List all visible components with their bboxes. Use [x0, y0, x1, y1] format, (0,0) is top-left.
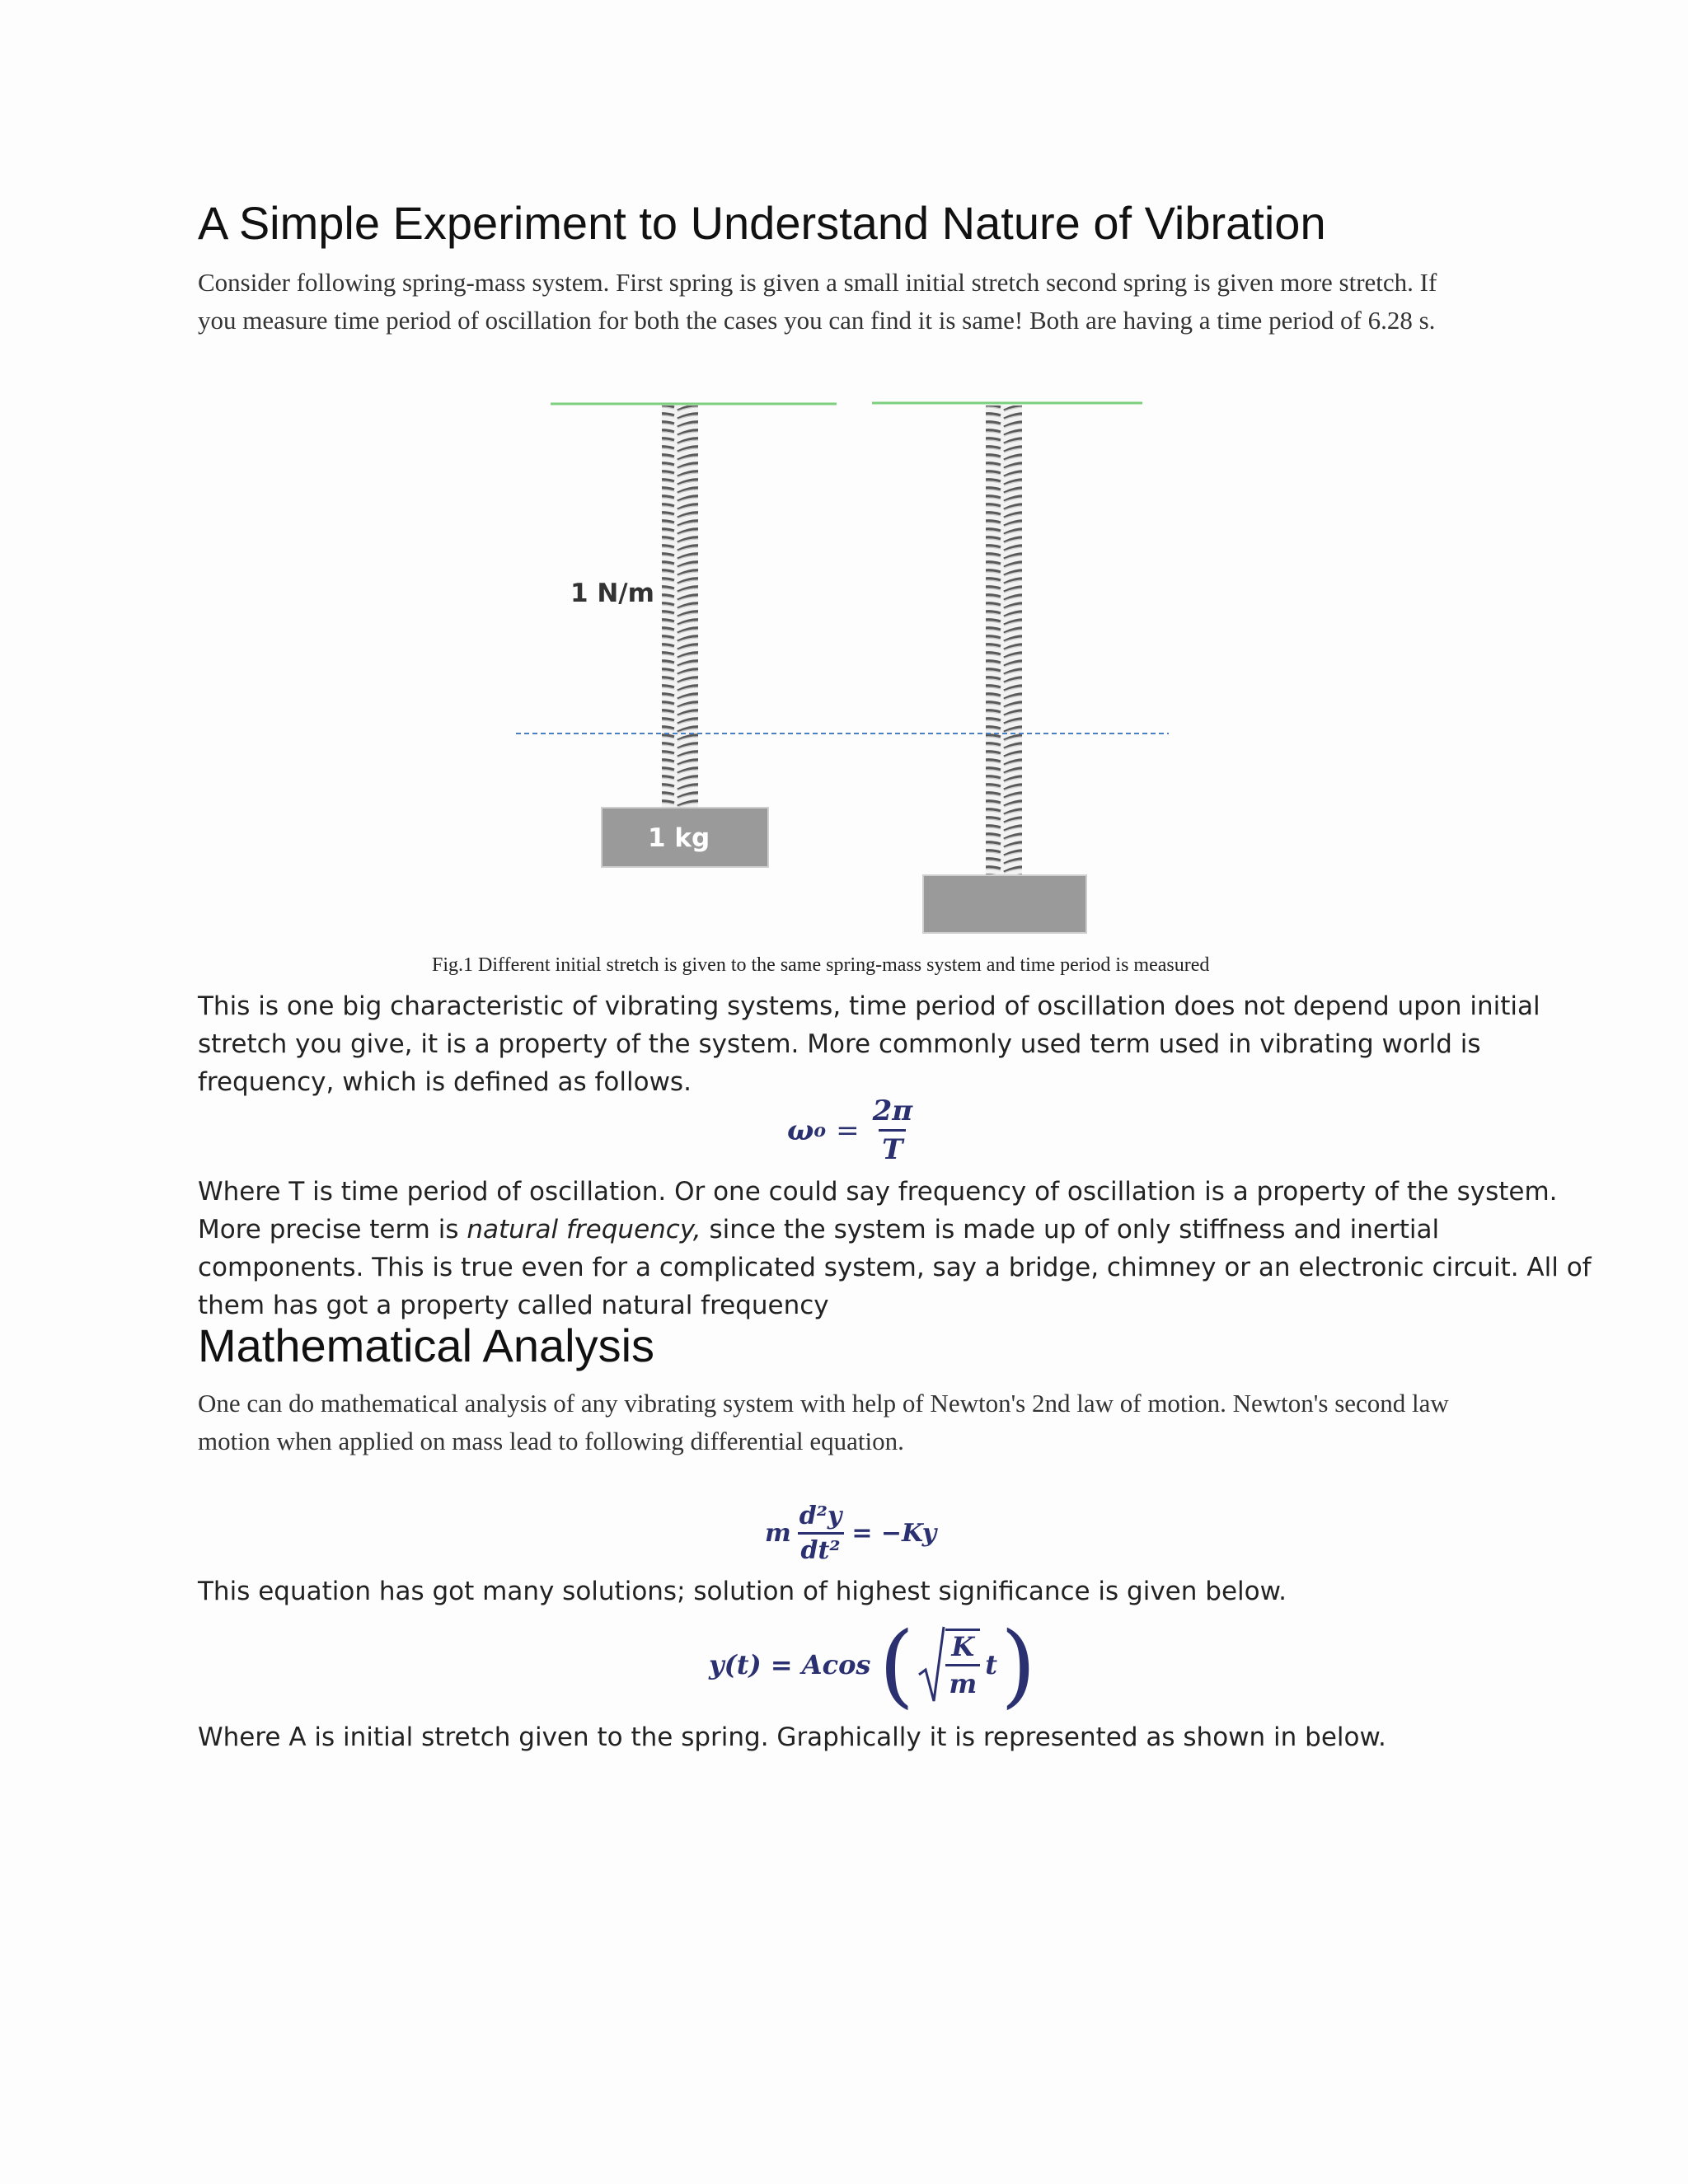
- intro-paragraph: [198, 264, 1517, 340]
- right-paren: ): [1000, 1612, 1036, 1718]
- equals-sign: =: [836, 1113, 860, 1147]
- denominator: m: [945, 1664, 980, 1699]
- time-symbol: t: [985, 1649, 997, 1680]
- intro-line: Consider following spring-mass system. First spring is given a small initial stretch second spring is given more stretch. If: [198, 268, 1437, 297]
- natural-frequency-paragraph: [198, 1173, 1592, 1324]
- solutions-paragraph: This equation has got many solutions; solution of highest significance is given below.: [198, 1577, 1287, 1606]
- numerator: d²y: [799, 1502, 842, 1530]
- differential-equation: [765, 1502, 936, 1565]
- paragraph-line: This is one big characteristic of vibrating systems, time period of oscillation does not depend upon initial: [198, 991, 1540, 1021]
- intro-line: you measure time period of oscillation for both the cases you can find it is same! Both are having a time period of 6.28 s.: [198, 306, 1436, 335]
- figure-caption: Fig.1 Different initial stretch is given to the same spring-mass system and time period is measured: [432, 954, 1210, 976]
- frequency-equation: [787, 1094, 916, 1166]
- equation-rhs: = −Ky: [851, 1519, 937, 1548]
- paragraph-line: Where T is time period of oscillation. Or one could say frequency of oscillation is a property of the system.: [198, 1177, 1558, 1207]
- stiffness-label: 1 N/m: [570, 579, 654, 608]
- omega-symbol: ω: [787, 1113, 814, 1147]
- characteristic-paragraph: [198, 987, 1540, 1101]
- natural-frequency-term: natural frequency,: [467, 1215, 701, 1244]
- intro-line: motion when applied on mass lead to following differential equation.: [198, 1427, 904, 1455]
- denominator: T: [879, 1129, 906, 1166]
- denominator: dt²: [798, 1532, 844, 1565]
- left-paren: (: [879, 1612, 915, 1718]
- numerator: 2π: [872, 1094, 913, 1127]
- sqrt-fraction: [945, 1629, 980, 1699]
- text-run: since the system is made up of only stiffness and inertial: [701, 1215, 1440, 1244]
- paragraph-line: frequency, which is defined as follows.: [198, 1067, 692, 1097]
- paragraph-line: components. This is true even for a complicated system, say a bridge, chimney or an electronic circuit. All of: [198, 1253, 1592, 1282]
- equation-lhs: y(t) = Acos: [709, 1649, 871, 1680]
- section-title: Mathematical Analysis: [198, 1319, 655, 1371]
- spring-right: [986, 405, 1022, 895]
- fraction: [796, 1502, 846, 1565]
- paragraph-line: them has got a property called natural frequency: [198, 1291, 829, 1320]
- solution-equation: [709, 1611, 1036, 1718]
- intro-line: One can do mathematical analysis of any vibrating system with help of Newton's 2nd law of motion. Newton's second law: [198, 1389, 1449, 1418]
- text-run: More precise term is: [198, 1215, 467, 1244]
- mass-label: 1 kg: [648, 823, 710, 853]
- graph-intro-paragraph: Where A is initial stretch given to the spring. Graphically it is represented as shown in below.: [198, 1722, 1386, 1752]
- page-title: A Simple Experiment to Understand Nature of Vibration: [198, 197, 1326, 249]
- paragraph-line: [198, 1211, 1533, 1249]
- fraction: [870, 1094, 917, 1166]
- numerator: K: [951, 1631, 975, 1662]
- sqrt-symbol: [917, 1624, 945, 1706]
- paragraph-line: stretch you give, it is a property of the system. More commonly used term used in vibrating world is: [198, 1029, 1481, 1059]
- spring-mass-figure: [495, 387, 1187, 940]
- omega-subscript: o: [814, 1119, 827, 1141]
- analysis-intro-paragraph: [198, 1385, 1533, 1460]
- spring-left: [662, 405, 698, 818]
- mass-block-right: [923, 875, 1086, 933]
- mass-symbol: m: [765, 1519, 791, 1548]
